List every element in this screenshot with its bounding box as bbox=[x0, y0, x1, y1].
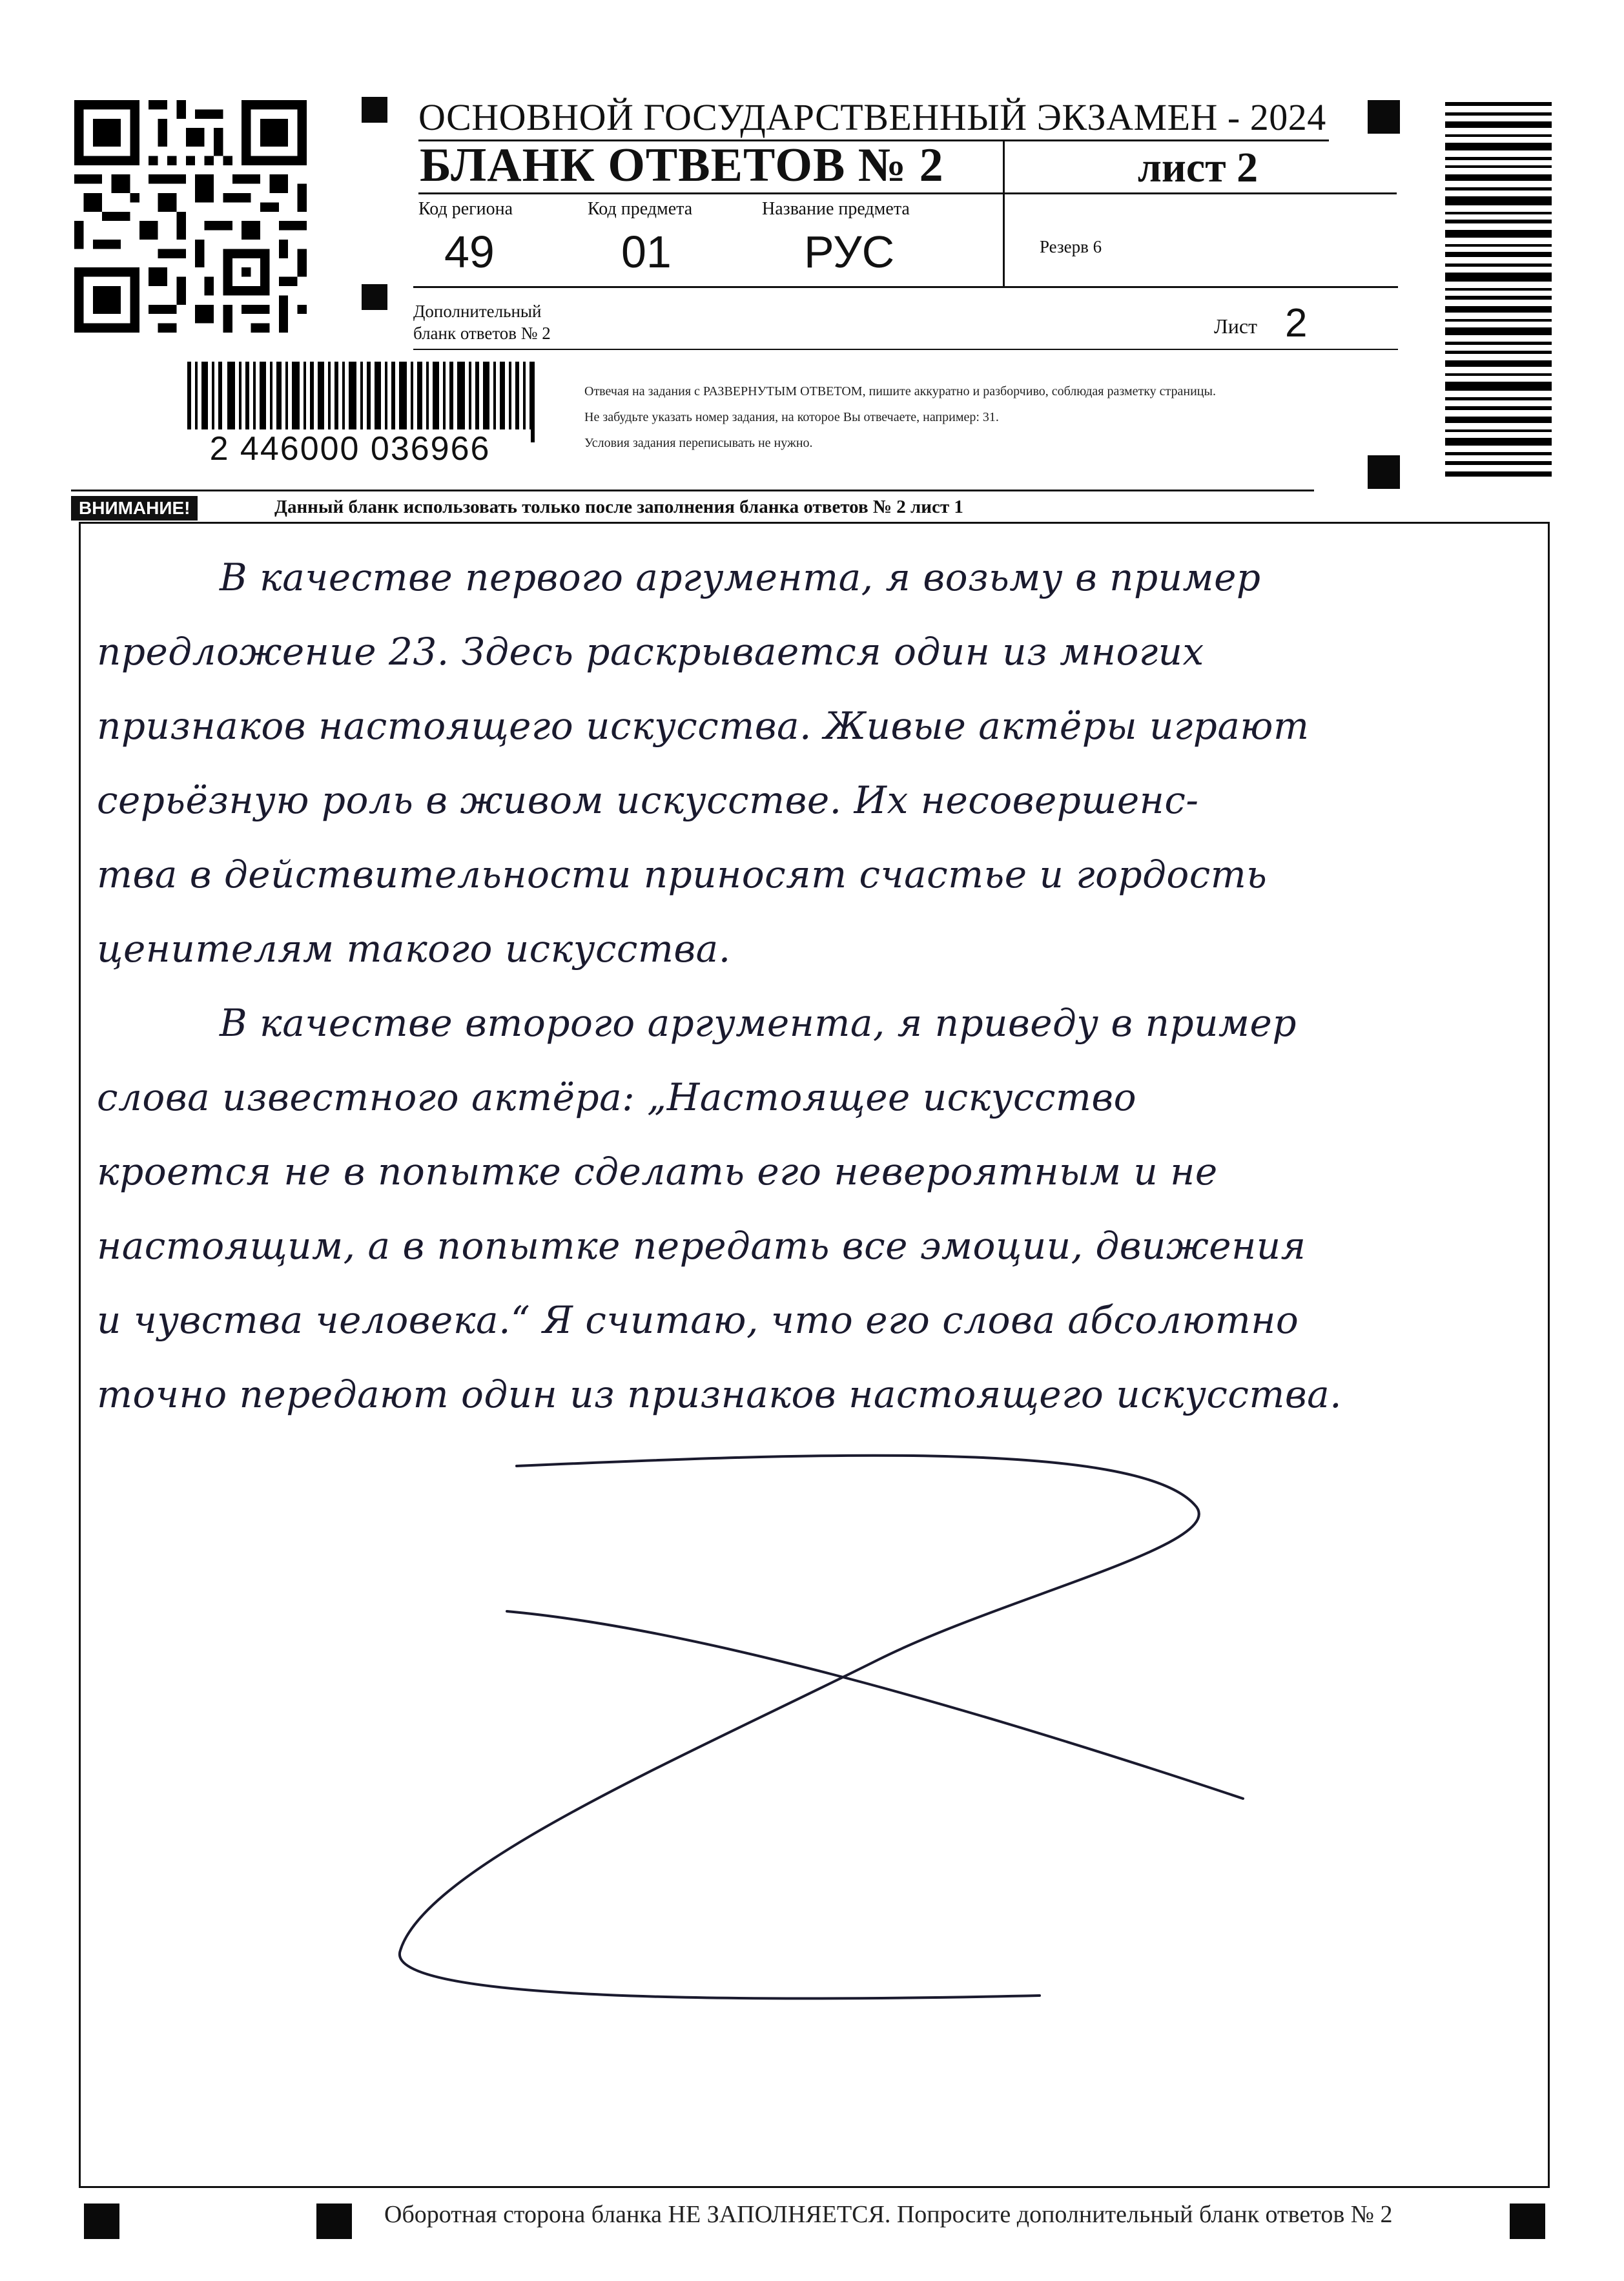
additional-form-label-1: Дополнительный bbox=[413, 302, 542, 321]
registration-mark-mid-right bbox=[1368, 455, 1400, 489]
warning-badge: ВНИМАНИЕ! bbox=[71, 496, 198, 521]
instruction-line-2: Не забудьте указать номер задания, на которое Вы отвечаете, например: 31. bbox=[584, 410, 999, 424]
answer-line-7: В качестве второго аргумента, я приведу в пример bbox=[220, 1001, 1297, 1045]
sheet-number-label: Лист bbox=[1214, 315, 1258, 338]
warning-text: Данный бланк использовать только после заполнения бланка ответов № 2 лист 1 bbox=[274, 497, 963, 517]
answer-line-2: предложение 23. Здесь раскрывается один из многих bbox=[97, 630, 1204, 674]
reserve-label: Резерв 6 bbox=[1040, 237, 1102, 256]
subject-name-label: Название предмета bbox=[762, 199, 910, 219]
registration-mark-bottom-left-2 bbox=[316, 2204, 352, 2239]
answer-line-5: тва в действительности приносят счастье и гордость bbox=[97, 852, 1268, 896]
sheet-number-value: 2 bbox=[1285, 301, 1308, 346]
region-code-value: 49 bbox=[444, 227, 495, 277]
strike-through-scribble bbox=[362, 1447, 1330, 2028]
footer-text: Оборотная сторона бланка НЕ ЗАПОЛНЯЕТСЯ. Попросите дополнительный бланк ответов № 2 bbox=[384, 2201, 1393, 2228]
answer-line-1: В качестве первого аргумента, я возьму в пример bbox=[220, 555, 1261, 599]
answer-line-6: ценителям такого искусства. bbox=[97, 927, 731, 971]
sheet-label: лист 2 bbox=[1137, 144, 1259, 191]
registration-mark-bottom-left bbox=[84, 2204, 119, 2239]
answer-line-10: настоящим, а в попытке передать все эмоции, движения bbox=[97, 1224, 1306, 1268]
answer-line-12: точно передают один из признаков настоящего искусства. bbox=[97, 1372, 1342, 1416]
registration-mark-bottom-right bbox=[1510, 2204, 1545, 2239]
registration-mark-top-left bbox=[362, 97, 387, 123]
subject-code-value: 01 bbox=[621, 227, 672, 277]
registration-mark-top-right bbox=[1368, 100, 1400, 134]
qr-code bbox=[74, 100, 307, 333]
answer-line-9: кроется не в попытке сделать его невероятным и не bbox=[97, 1150, 1218, 1193]
barcode-vertical bbox=[1445, 102, 1552, 477]
additional-rule bbox=[413, 349, 1398, 350]
header-rule bbox=[418, 192, 1397, 194]
region-code-label: Код региона bbox=[418, 199, 513, 219]
answer-line-11: и чувства человека.“ Я считаю, что его слова абсолютно bbox=[97, 1298, 1299, 1342]
subject-code-label: Код предмета bbox=[588, 199, 693, 219]
fields-rule bbox=[413, 286, 1398, 288]
additional-form-label-2: бланк ответов № 2 bbox=[413, 324, 551, 343]
instruction-line-1: Отвечая на задания с РАЗВЕРНУТЫМ ОТВЕТОМ, пишите аккуратно и разборчиво, соблюдая разметку страницы. bbox=[584, 384, 1216, 398]
answer-line-8: слова известного актёра: „Настоящее искусство bbox=[97, 1075, 1137, 1119]
answer-line-3: признаков настоящего искусства. Живые актёры играют bbox=[97, 704, 1310, 748]
barcode-number: 2 446000 036966 bbox=[169, 429, 531, 468]
form-title: БЛАНК ОТВЕТОВ № 2 bbox=[420, 139, 944, 192]
warning-rule bbox=[71, 490, 1314, 491]
header-vertical-divider bbox=[1003, 141, 1005, 287]
answer-line-4: серьёзную роль в живом искусстве. Их несовершенс- bbox=[97, 778, 1199, 822]
exam-title: ОСНОВНОЙ ГОСУДАРСТВЕННЫЙ ЭКЗАМЕН - 2024 bbox=[418, 96, 1326, 138]
instruction-line-3: Условия задания переписывать не нужно. bbox=[584, 436, 813, 450]
subject-name-value: РУС bbox=[804, 227, 895, 277]
registration-mark-mid-left bbox=[362, 284, 387, 310]
